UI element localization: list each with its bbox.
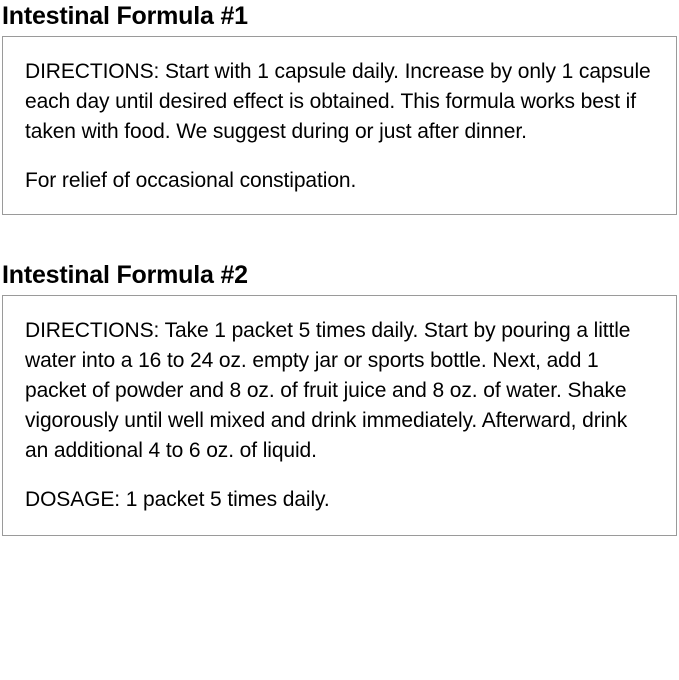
section-intestinal-formula-1 bbox=[2, 0, 677, 215]
directions-paragraph: DIRECTIONS: Start with 1 capsule daily. Increase by only 1 capsule each day until desired effect is obtained. This formula works best if taken with food. We suggest during or just after dinner. bbox=[25, 60, 651, 143]
usage-paragraph: For relief of occasional constipation. bbox=[25, 169, 357, 193]
dosage-paragraph: DOSAGE: 1 packet 5 times daily. bbox=[25, 488, 330, 512]
section-spacer bbox=[2, 215, 677, 259]
directions-box bbox=[2, 36, 677, 215]
section-title: Intestinal Formula #2 bbox=[2, 261, 248, 290]
directions-box bbox=[2, 295, 677, 536]
section-intestinal-formula-2 bbox=[2, 259, 677, 536]
section-title: Intestinal Formula #1 bbox=[2, 2, 248, 30]
directions-paragraph: DIRECTIONS: Take 1 packet 5 times daily. Start by pouring a little water into a 16 to 24 oz. empty jar or sports bottle. Next, add 1 packet of powder and 8 oz. of fruit juice and 8 oz. of water. Shake vigorously until well mixed and drink immediately. Afterward, drink an additional 4 to 6 oz. of liquid. bbox=[25, 319, 631, 462]
